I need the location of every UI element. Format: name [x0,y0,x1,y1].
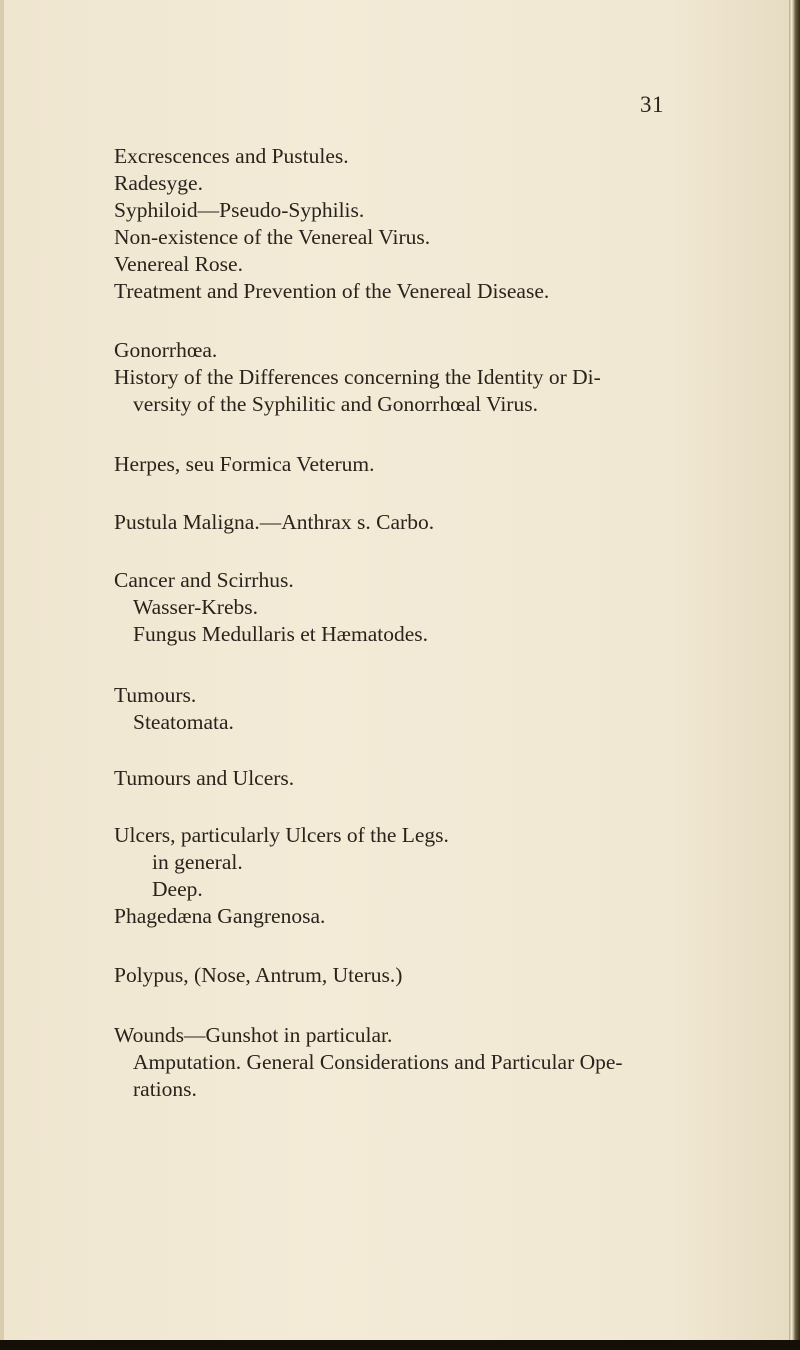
contents-line-wounds: Wounds—Gunshot in particular. [114,1023,393,1047]
contents-line-deep: Deep. [152,877,203,901]
contents-line-cancer: Cancer and Scirrhus. [114,568,294,592]
contents-line-pustula: Pustula Maligna.—Anthrax s. Carbo. [114,510,435,534]
page-left-edge [0,0,4,1340]
book-right-edge [789,0,800,1350]
contents-line-history: History of the Differences concerning the Identity or Di- [114,365,601,389]
contents-line-tumours: Tumours. [114,683,197,707]
contents-line-in-general: in general. [152,850,243,874]
contents-line-syphiloid: Syphiloid—Pseudo-Syphilis. [114,198,365,222]
contents-line-polypus: Polypus, (Nose, Antrum, Uterus.) [114,963,403,987]
contents-line-amputation: Amputation. General Considerations and Particular Ope- [133,1050,623,1074]
contents-line-amputation-cont: rations. [133,1077,197,1101]
contents-line-excrescences: Excrescences and Pustules. [114,144,349,168]
contents-line-steatomata: Steatomata. [133,710,234,734]
contents-line-treatment: Treatment and Prevention of the Venereal Disease. [114,279,550,303]
contents-line-fungus: Fungus Medullaris et Hæmatodes. [133,622,429,646]
contents-line-radesyge: Radesyge. [114,171,203,195]
contents-line-ulcers: Ulcers, particularly Ulcers of the Legs. [114,823,449,847]
contents-line-phagedaena: Phagedæna Gangrenosa. [114,904,326,928]
page-number: 31 [640,92,664,117]
contents-line-venereal-rose: Venereal Rose. [114,252,243,276]
contents-line-herpes: Herpes, seu Formica Veterum. [114,452,375,476]
contents-line-gonorrhoea: Gonorrhœa. [114,338,218,362]
contents-line-non-existence: Non-existence of the Venereal Virus. [114,225,431,249]
contents-line-history-cont: versity of the Syphilitic and Gonorrhœal Virus. [133,392,538,416]
contents-line-wasser-krebs: Wasser-Krebs. [133,595,259,619]
book-bottom-edge [0,1340,800,1350]
contents-line-tumours-ulcers: Tumours and Ulcers. [114,766,295,790]
